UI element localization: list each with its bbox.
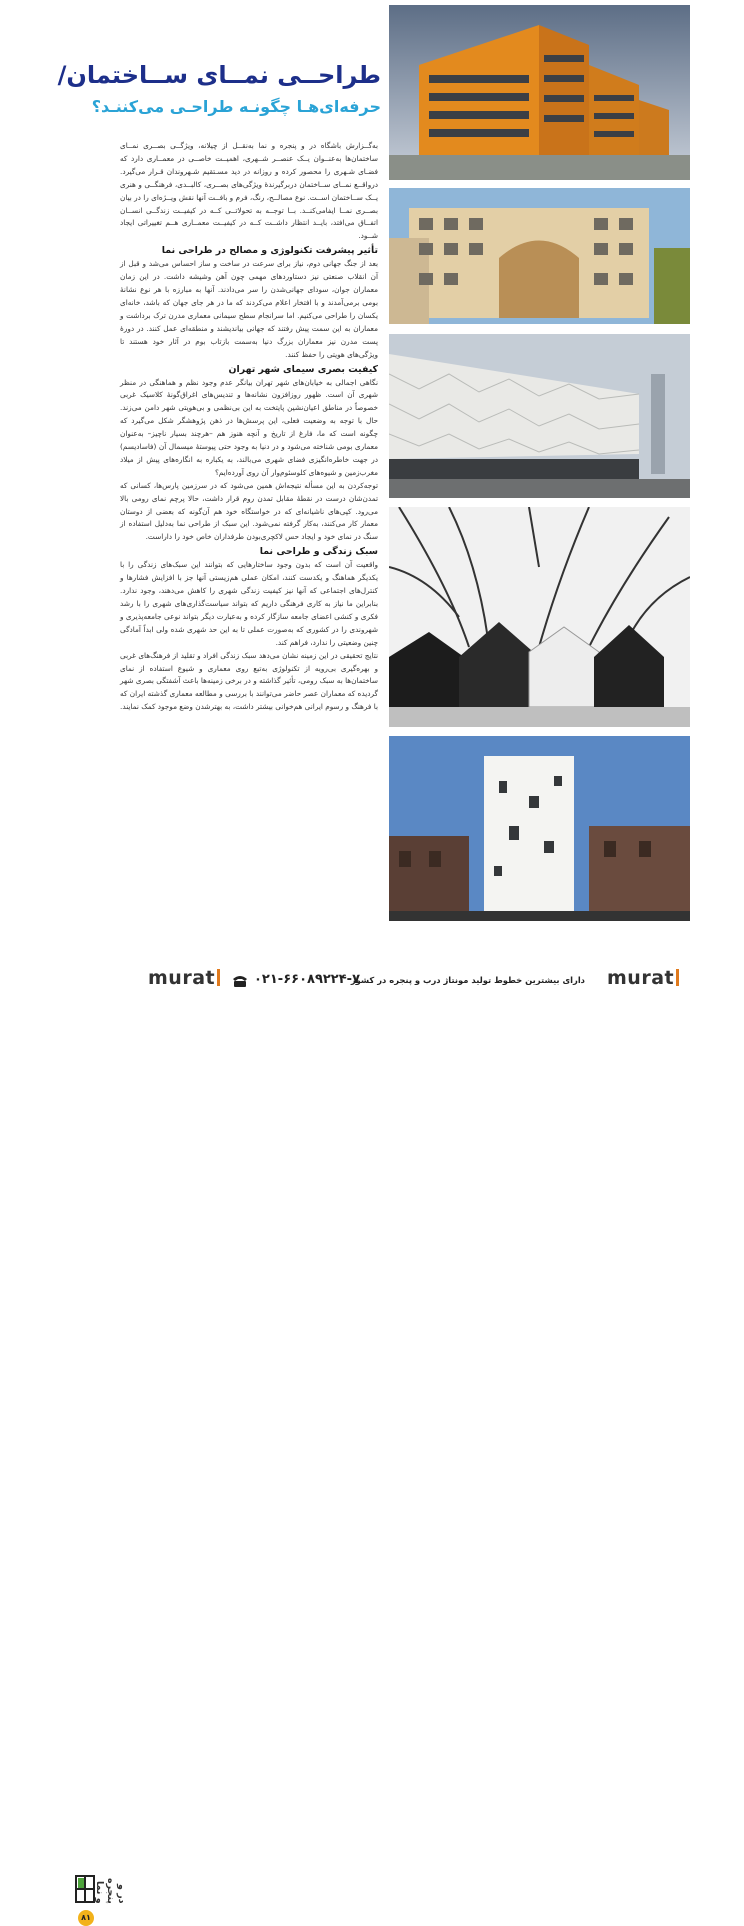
page-number: ۸۱ xyxy=(78,1910,94,1926)
intro-paragraph: به‌گــزارش باشگاه در و پنجره و نما به‌نقــل از چیلانه، ویژگــی بصــری نمــای ساختمان‌ها به‌عنــوان یــک عنصــر شــهری، اهمیــت خاصــی در معمــاری دارد که فضـای شـهری را محصور کرده و روزانه در دید مسـتقیم شـهروندان قـرار می‌گیرد. درواقــع نمــای ســاختمان دربرگیرندهٔ ویژگی‌های بصــری، کالبــدی، فرهنگــی و هنری یــک ســاختمان اســت. نوع مصالــح، رنگ، فرم و بافــت آنها نقش ویــژه‌ای را در بیان بصــری نمــا ایفامی‌کنــد. بــا توجــه به تحولاتــی کــه در کیفیــت زندگــی انســان اتفــاق می‌افتد، بایــد انتظار داشــت کــه در کیفیــت معمــاری هــم تغییراتی ایجاد شــود. xyxy=(120,141,378,241)
murat-logo-left: murat xyxy=(148,967,220,989)
section1-heading: تأثیر پیشرفت تکنولوژی و مصالح در طراحی نما xyxy=(161,245,378,257)
photo-black-white-gabled-houses xyxy=(389,507,690,727)
article-header xyxy=(58,58,381,120)
section2-paragraph-b: توجه‌کردن به این مسأله نتیجه‌اش همین می‌شود که در سرزمین پارس‌ها، کسانی که تمدن‌شان درست در نقطهٔ مقابل تمدن روم قرار داشت، حالا پرچم نمای رومی بالا می‌رود. کپی‌های ناشیانه‌ای که در خواستگاه خود هم آن‌گونه که بعضی از دوستان معمار کار می‌کنند، به‌کار گرفته نمی‌شود. این سبک از طراحی نما به‌دلیل استفاده از سنگ در نمای خود و ایجاد حس لاکچری‌بودن طرفداران خاص خود را داراست. xyxy=(120,480,378,542)
photo-white-modern-tower-between-houses xyxy=(389,736,690,921)
magazine-name: در و پنجره و نما xyxy=(94,1878,127,1904)
photo-classical-facade-building xyxy=(389,188,690,324)
section2-heading: کیفیت بصری سیمای شهر تهران xyxy=(228,363,378,375)
photo-white-pleated-facade xyxy=(389,334,690,498)
murat-logo-right: murat xyxy=(607,967,679,989)
article-body xyxy=(120,140,378,714)
section3-paragraph-b: نتایج تحقیقی در این زمینه نشان می‌دهد سبک زندگی افراد و تقلید از فرهنگ‌های غربی و بهره‌گیری بی‌رویه از تکنولوژی به‌تبع روی معماری و شیوع استفاده از نمای ساختمان‌ها به سبک رومی، تأثیر گذاشته و در برخی زمینه‌ها باعث آشفتگی بصری شهر گردیده که معماران عصر حاضر می‌توانند با بررسی و مطالعه معماری گذشته ایران که با فرهنگ و رسوم ایرانی هم‌خوانی بیشتر داشت، به بهترشدن وضع موجود کمک نمایند. xyxy=(120,650,378,712)
photo-orange-office-building xyxy=(389,5,690,180)
article-title: طراحــی نمــای ســاختمان/ xyxy=(57,61,381,89)
page-footer xyxy=(0,930,744,1922)
article-subtitle: حرفه‌ای‌هـا چگونـه طراحـی می‌کننـد؟ xyxy=(91,97,381,116)
section3-paragraph-a: واقعیت آن است که بدون وجود ساختارهایی که بتوانند این سبک‌های زندگی را با یکدیگر هماهنگ و یکدست کنند، امکان عملی هم‌زیستی آنها جز با افزایش فشارها و کنترل‌های اجتماعی که آنها نیز کیفیت زندگی شهری را کاهش می‌دهند، وجود ندارد. بنابراین ما نیاز به کاری فرهنگی داریم که بتواند سیاست‌گذاری‌های شهری را با رشد فکری و کنشی اعضای جامعه سازگار کرده و به‌عبارت دیگر بتواند نوعی جامعه‌پذیری و شهروندی را در کشوری که به‌صورت عملی تا به این حد شهری شده ولی ابداً آمادگی چنین وضعیتی را ندارد، فراهم کند. xyxy=(120,560,378,647)
section2-paragraph-a: نگاهی اجمالی به خیابان‌های شهر تهران بیانگر عدم وجود نظم و هماهنگی در منظر شهری آن است. ظهور روزافزون نشانه‌ها و تندیس‌های اغراق‌گونهٔ کلاسیک غربی خصوصاً در مناطق اعیان‌نشین پایتخت به این بی‌نظمی و بی‌هویتی شهر دامن می‌زند. حال با توجه به وضعیت فعلی، این پرسش‌ها در ذهن پژوهشگر شکل می‌گیرد که چگونه است که ما، فارغ از تاریخ و آنچه هنوز هم –هرچند بسیار ناچیز– به‌عنوان معماری بومی شناخته می‌شود و در دنیا به وجود حتی پیوستهٔ میسمال آن (فاسادیسم) در جهت خاطره‌انگیزی فضای شهری می‌بالند، به یکباره به انگاره‌های پیش از میلاد مغرب‌زمین و شیوه‌های کلوسئوم‌وار آن روی آورده‌ایم؟ xyxy=(120,377,378,477)
company-tagline: دارای بیشترین خطوط تولید مونتاژ درب و پنجره در کشور xyxy=(350,975,585,985)
section1-paragraph: بعد از جنگ جهانی دوم، نیاز برای سرعت در ساخت و ساز احساس می‌شد و قبل از آن انقلاب صنعتی نیز دستاوردهای مهمی چون آهن وشیشه داشت. در این زمان معماران جوان، سودای جهانی‌شدن را سر می‌دادند. آنها به مبارزه با هر نوع نشانهٔ بومی برمی‌آمدند و با افتخار اعلام می‌کردند که ما در هر جای جهان که باشد، خانه‌ای یکسان را طراحی می‌کنیم. اما سرانجام سطح سیمانی معماری مدرن ترک برداشت و معماران به این سمت پیش رفتند که جهانی بیاندیشند و منطقه‌ای عمل کنند. در دورهٔ پست مدرن نیز معماران بزرگ دنیا به‌سمت بازتاب بوم در آثار خود هستند تا ویژگی‌های هویتی را حفظ کنند. xyxy=(120,259,378,359)
phone-icon xyxy=(231,973,249,987)
section3-heading: سبک زندگی و طراحی نما xyxy=(259,546,378,558)
phone-number: ۰۲۱-۶۶۰۸۹۲۲۴-۷ xyxy=(254,972,361,987)
